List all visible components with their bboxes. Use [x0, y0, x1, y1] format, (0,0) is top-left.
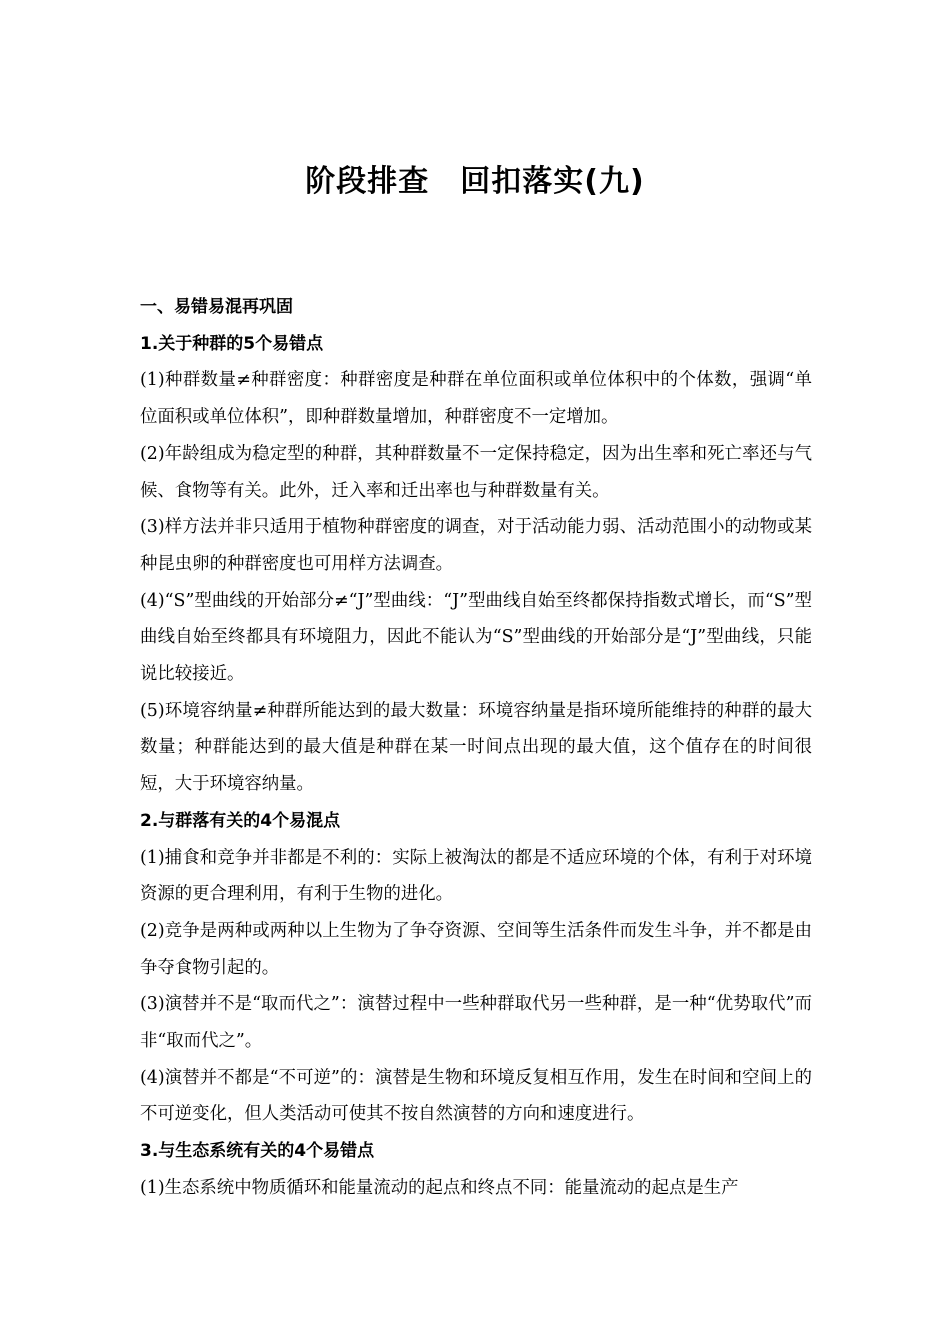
subsection-heading-population: 1.关于种群的5个易错点 — [140, 333, 324, 354]
paragraph: (4)“S”型曲线的开始部分≠“J”型曲线：“J”型曲线自始至终都保持指数式增长，而“S”型曲线自始至终都具有环境阻力，因此不能认为“S”型曲线的开始部分是“J”型曲线，只能说比较接近。 — [140, 590, 812, 685]
paragraph: (1)生态系统中物质循环和能量流动的起点和终点不同：能量流动的起点是生产 — [140, 1177, 739, 1198]
paragraph: (5)环境容纳量≠种群所能达到的最大数量：环境容纳量是指环境所能维持的种群的最大数量；种群能达到的最大值是种群在某一时间点出现的最大值，这个值存在的时间很短，大于环境容纳量。 — [140, 700, 812, 795]
page-title: 阶段排查 回扣落实(九) — [305, 164, 645, 199]
document-body — [140, 289, 812, 1207]
paragraph: (1)捕食和竞争并非都是不利的：实际上被淘汰的都是不适应环境的个体，有利于对环境资源的更合理利用，有利于生物的进化。 — [140, 847, 812, 905]
subsection-heading-ecosystem: 3.与生态系统有关的4个易错点 — [140, 1141, 375, 1162]
subsection-heading-community: 2.与群落有关的4个易混点 — [140, 810, 341, 831]
paragraph: (3)演替并不是“取而代之”：演替过程中一些种群取代另一些种群，是一种“优势取代”而非“取而代之”。 — [140, 994, 812, 1052]
section-heading: 一、易错易混再巩固 — [140, 297, 293, 317]
paragraph: (1)种群数量≠种群密度：种群密度是种群在单位面积或单位体积中的个体数，强调“单位面积或单位体积”，即种群数量增加，种群密度不一定增加。 — [140, 370, 812, 428]
paragraph: (2)竞争是两种或两种以上生物为了争夺资源、空间等生活条件而发生斗争，并不都是由争夺食物引起的。 — [140, 920, 812, 978]
paragraph: (4)演替并不都是“不可逆”的：演替是生物和环境反复相互作用，发生在时间和空间上的不可逆变化，但人类活动可使其不按自然演替的方向和速度进行。 — [140, 1067, 812, 1125]
paragraph: (2)年龄组成为稳定型的种群，其种群数量不一定保持稳定，因为出生率和死亡率还与气候、食物等有关。此外，迁入率和迁出率也与种群数量有关。 — [140, 443, 812, 501]
paragraph: (3)样方法并非只适用于植物种群密度的调查，对于活动能力弱、活动范围小的动物或某种昆虫卵的种群密度也可用样方法调查。 — [140, 517, 812, 574]
